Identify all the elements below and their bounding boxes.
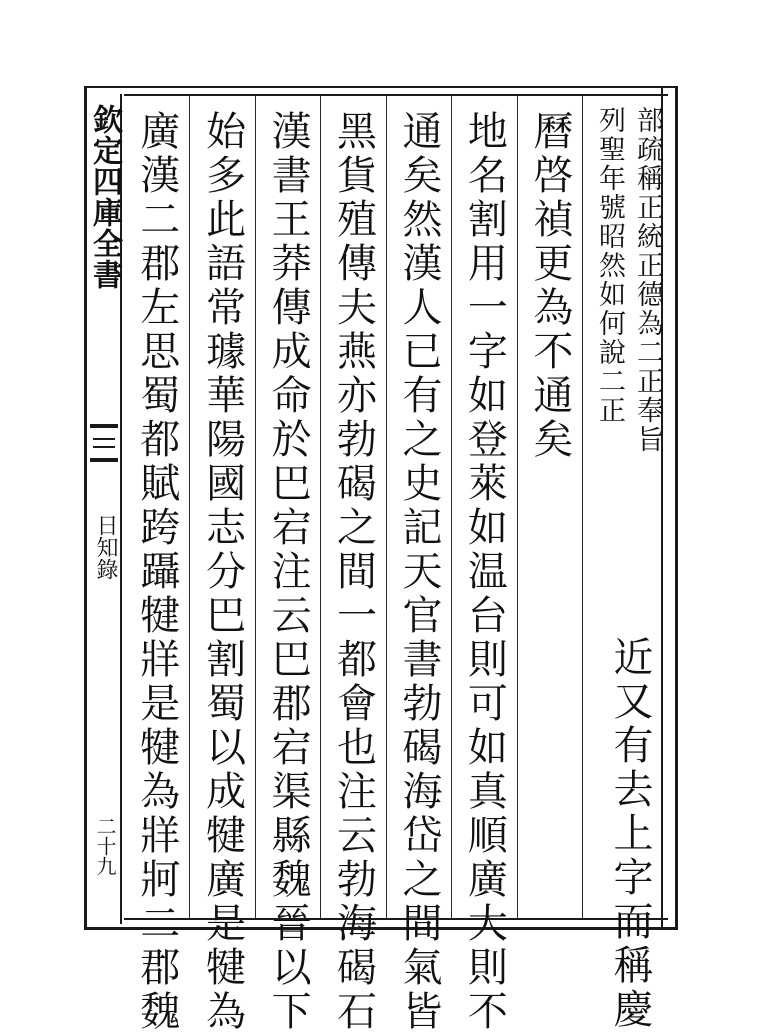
main-text-line: 黑貨殖傳夫燕亦勃碣之間一都會也注云勃海碣石 [330, 110, 377, 1034]
text-columns [124, 96, 668, 1034]
text-column-8 [124, 96, 189, 1034]
main-text-line: 近又有去上字而稱慶 [607, 636, 653, 1032]
main-text-line: 通矣然漢人已有之史記天官書勃碣海岱之間氣皆 [395, 110, 442, 1034]
book-title: 日知錄 [93, 514, 118, 580]
note-stack [588, 96, 664, 454]
text-column-4 [386, 96, 451, 1034]
note-line-2: 列聖年號昭然如何說二正 [594, 106, 625, 425]
collection-title: 欽定四庫全書 [87, 104, 122, 290]
text-column-5 [320, 96, 385, 1034]
text-column-3 [451, 96, 516, 1034]
margin-column [86, 94, 122, 924]
page-number: 二十九 [93, 816, 117, 876]
text-column-6 [255, 96, 320, 1034]
main-text-line: 始多此語常璩華陽國志分巴割蜀以成犍廣是犍為 [199, 110, 246, 1034]
fishtail-mark [90, 424, 118, 462]
text-column-2 [517, 96, 582, 918]
text-column-7 [189, 96, 254, 1034]
main-text-line: 曆啓禎更為不通矣 [526, 110, 573, 462]
text-column-1 [582, 96, 668, 1032]
main-text-line: 地名割用一字如登萊如温台則可如真順廣大則不 [461, 110, 508, 1034]
main-text-line: 廣漢二郡左思蜀都賦跨躡犍牂是犍為牂牁二郡魏 [133, 110, 180, 1034]
note-line-1: 部疏稱正統正德為二正奉旨 [632, 106, 663, 454]
main-text-line: 漢書王莽傳成命於巴宕注云巴郡宕渠縣魏晉以下 [265, 110, 312, 1034]
